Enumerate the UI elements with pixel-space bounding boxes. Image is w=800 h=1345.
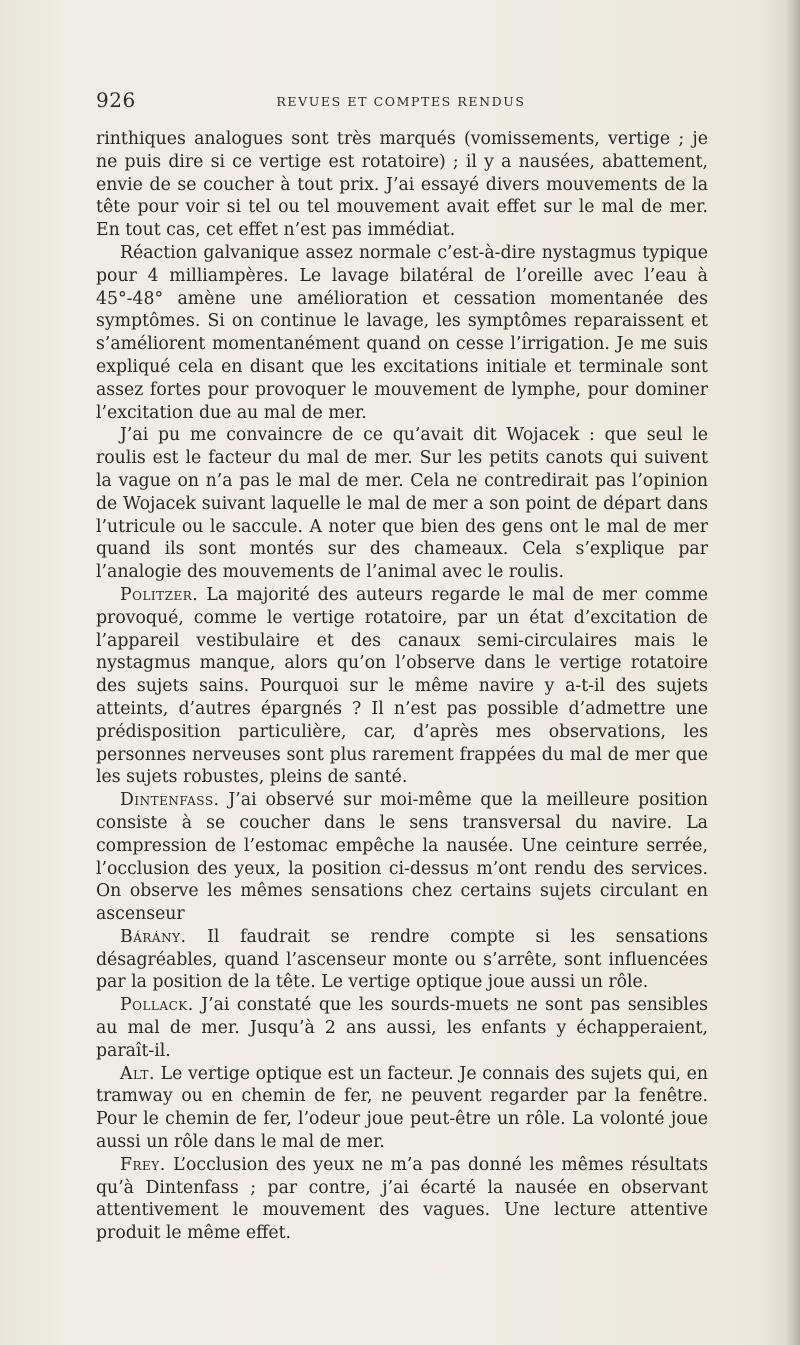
paragraph (96, 128, 708, 242)
speaker-name: Pollack. (120, 995, 194, 1016)
article-body (96, 128, 708, 1245)
running-title: REVUES ET COMPTES RENDUS (276, 94, 526, 109)
paragraph (96, 789, 708, 926)
page-number: 926 (96, 88, 136, 112)
paragraph-text: Réaction galvanique assez normale c’est-à-dire nystagmus typique pour 4 milliampères. Le lavage bilatéral de l’oreille avec l’eau à 45°-48° amène une amélioration et cessation momentanée des symptômes. Si on continue le lavage, les symptômes reparaissent et s’améliorent momentanément quand on cesse l’irrigation. Je me suis expliqué cela en disant que les excitations initiale et terminale sont assez fortes pour provoquer le mouvement de lymphe, pour dominer l’excitation due au mal de mer. (96, 242, 708, 423)
paragraph (96, 926, 708, 994)
paragraph-text: J’ai observé sur moi-même que la meilleure position consiste à se coucher dans le sens transversal du navire. La compression de l’estomac empêche la nausée. Une ceinture serrée, l’occlusion des yeux, la position ci-dessus m’ont rendu des services. On observe les mêmes sensations chez certains sujets circulant en ascenseur (96, 790, 708, 925)
paragraph-text: La majorité des auteurs regarde le mal de mer comme provoqué, comme le vertige rotatoire, par un état d’excitation de l’appareil vestibulaire et des canaux semi-circulaires mais le nystagmus manque, alors qu’on l’observe dans le vertige rotatoire des sujets sains. Pourquoi sur le même navire y a-t-il des sujets atteints, d’autres épargnés ? Il n’est pas possible d’admettre une prédisposition particulière, car, d’après mes observations, les personnes nerveuses sont plus rarement frappées du mal de mer que les sujets robustes, pleins de santé. (96, 584, 708, 788)
paragraph-text: J’ai pu me convaincre de ce qu’avait dit Wojacek : que seul le roulis est le facteur du mal de mer. Sur les petits canots qui suivent la vague on n’a pas le mal de mer. Cela ne contredirait pas l’opinion de Wojacek suivant laquelle le mal de mer a son point de départ dans l’utricule ou le saccule. A noter que bien des gens ont le mal de mer quand ils sont montés sur des chameaux. Cela s’explique par l’analogie des mouvements de l’animal avec le roulis. (96, 425, 708, 583)
paragraph (96, 994, 708, 1062)
speaker-name: Politzer. (120, 584, 199, 605)
speaker-name: Bárány. (120, 926, 187, 947)
paragraph (96, 242, 708, 424)
paragraph-text: L’occlusion des yeux ne m’a pas donné les mêmes résultats qu’à Dintenfass ; par contre, j’ai écarté la nausée en observant attentivement le mouvement des vagues. Une lecture attentive produit le même effet. (96, 1154, 708, 1244)
speaker-name: Dintenfass. (120, 790, 220, 811)
page-header (96, 88, 706, 118)
paragraph (96, 1063, 708, 1154)
paragraph (96, 1154, 708, 1245)
paragraph-text: Il faudrait se rendre compte si les sensations désagréables, quand l’ascenseur monte ou s’arrête, sont influencées par la position de la tête. Le vertige optique joue aussi un rôle. (96, 926, 708, 993)
paragraph-text: J’ai constaté que les sourds-muets ne sont pas sensibles au mal de mer. Jusqu’à 2 ans aussi, les enfants y échapperaient, paraît-il. (96, 995, 708, 1061)
paragraph (96, 424, 708, 584)
paragraph-text: rinthiques analogues sont très marqués (vomissements, vertige ; je ne puis dire si ce vertige est rotatoire) ; il y a nausées, abattement, envie de se coucher à tout prix. J’ai essayé divers mouvements de la tête pour voir si tel ou tel mouvement avait effet sur le mal de mer. En tout cas, cet effet n’est pas immédiat. (96, 129, 708, 241)
paragraph (96, 584, 708, 789)
page-edge-shadow (786, 0, 800, 1345)
speaker-name: Frey. (120, 1154, 166, 1175)
paragraph-text: Le vertige optique est un facteur. Je connais des sujets qui, en tramway ou en chemin de fer, ne peuvent regarder par la fenêtre. Pour le chemin de fer, l’odeur joue peut-être un rôle. La volonté joue aussi un rôle dans le mal de mer. (96, 1063, 708, 1153)
speaker-name: Alt. (120, 1063, 155, 1084)
